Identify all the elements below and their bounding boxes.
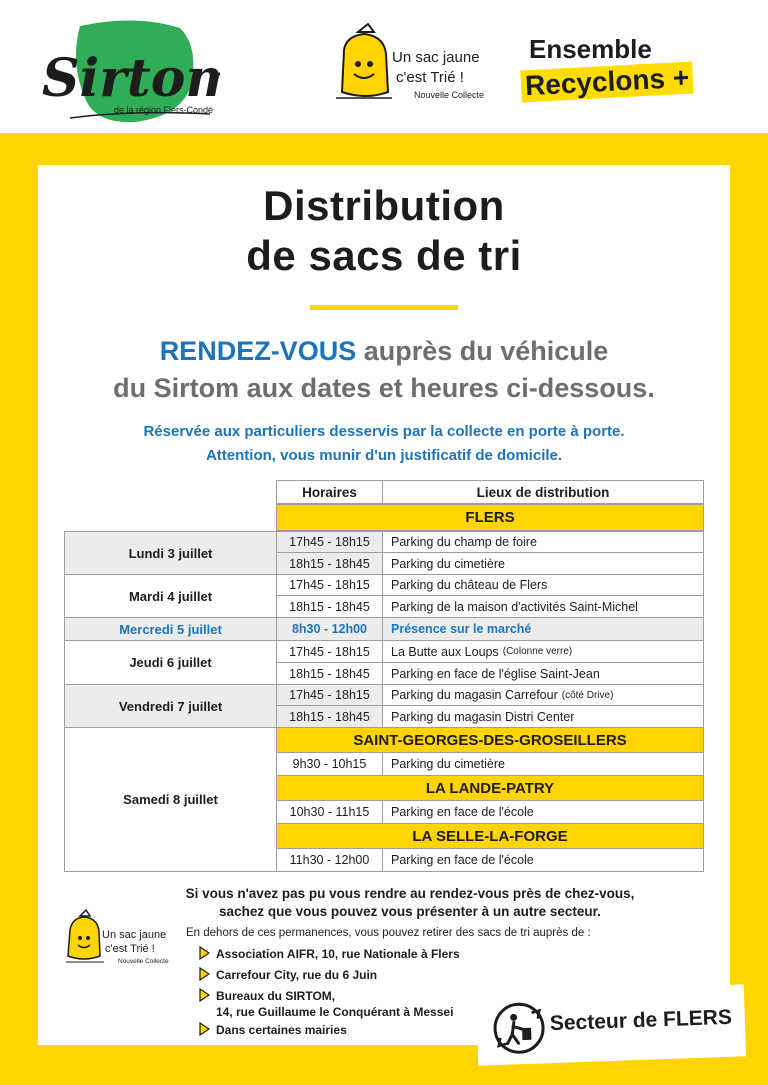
row-place: Parking de la maison d'activités Saint-Michel bbox=[382, 595, 704, 618]
row-place: Parking en face de l'école bbox=[382, 800, 704, 824]
sirtom-name: Sirto bbox=[42, 48, 186, 109]
sirtom-logo bbox=[40, 18, 220, 130]
row-time: 10h30 - 11h15 bbox=[276, 800, 383, 824]
address-item: Bureaux du SIRTOM, 14, rue Guillaume le Conquérant à Messei bbox=[198, 988, 453, 1020]
row-time: 17h45 - 18h15 bbox=[276, 531, 383, 553]
sac-line2: c'est Trié ! bbox=[396, 69, 464, 86]
arrow-icon bbox=[198, 1022, 210, 1036]
rdv-highlight: RENDEZ-VOUS bbox=[159, 336, 357, 366]
yellow-bag-icon bbox=[336, 24, 392, 98]
sac-small-line1: Un sac jaune bbox=[102, 929, 167, 941]
row-time: 18h15 - 18h45 bbox=[276, 705, 383, 728]
sector-saint-georges: SAINT-GEORGES-DES-GROSEILLERS bbox=[276, 727, 704, 753]
row-place: Parking en face de l'école bbox=[382, 848, 704, 872]
rdv-line1 bbox=[0, 336, 768, 367]
secteur-label: Secteur de FLERS bbox=[549, 1005, 733, 1036]
row-time: 17h45 - 18h15 bbox=[276, 574, 383, 596]
day-mercredi: Mercredi 5 juillet bbox=[64, 617, 277, 641]
day-jeudi: Jeudi 6 juillet bbox=[64, 640, 277, 685]
row-place: Parking du cimetière bbox=[382, 552, 704, 575]
sector-la-lande-patry: LA LANDE-PATRY bbox=[276, 775, 704, 801]
sac-jaune-logo-small bbox=[62, 908, 182, 968]
bottom-message-line2: sachez que vous pouvez vous présenter à un autre secteur. bbox=[219, 904, 601, 919]
row-place: Parking en face de l'église Saint-Jean bbox=[382, 662, 704, 685]
recycle-person-icon bbox=[491, 1000, 547, 1056]
day-lundi: Lundi 3 juillet bbox=[64, 531, 277, 575]
rdv-line1-rest: auprès du véhicule bbox=[356, 336, 609, 366]
arrow-icon bbox=[198, 946, 210, 960]
sac-line1: Un sac jaune bbox=[392, 49, 480, 66]
row-place: Parking du champ de foire bbox=[382, 531, 704, 553]
title-line1: Distribution bbox=[263, 182, 505, 229]
sac-small-line2: c'est Trié ! bbox=[105, 943, 155, 955]
row-time: 17h45 - 18h15 bbox=[276, 684, 383, 706]
row-time: 8h30 - 12h00 bbox=[276, 617, 383, 641]
row-time: 17h45 - 18h15 bbox=[276, 640, 383, 663]
header-horaires: Horaires bbox=[276, 480, 383, 504]
sector-flers: FLERS bbox=[276, 504, 704, 531]
title-line2: de sacs de tri bbox=[246, 232, 522, 279]
row-note: (Colonne verre) bbox=[502, 646, 573, 657]
outside-permanences: En dehors de ces permanences, vous pouvez retirer des sacs de tri auprès de : bbox=[186, 927, 591, 939]
secteur-badge bbox=[477, 985, 745, 1064]
row-time: 18h15 - 18h45 bbox=[276, 662, 383, 685]
row-note: (côté Drive) bbox=[561, 689, 614, 701]
rdv-line2: du Sirtom aux dates et heures ci-dessous. bbox=[113, 373, 655, 403]
bottom-message-line1: Si vous n'avez pas pu vous rendre au rendez-vous près de chez-vous, bbox=[185, 886, 635, 901]
ensemble-line2: Recyclons + bbox=[520, 62, 694, 103]
ensemble-recyclons bbox=[515, 34, 735, 114]
row-time: 11h30 - 12h00 bbox=[276, 848, 383, 872]
sac-line3: Nouvelle Collecte bbox=[414, 90, 485, 100]
notice-line1: Réservée aux particuliers desservis par la collecte en porte à porte. bbox=[143, 423, 625, 440]
arrow-icon bbox=[198, 988, 210, 1002]
day-vendredi: Vendredi 7 juillet bbox=[64, 684, 277, 728]
day-samedi: Samedi 8 juillet bbox=[64, 727, 277, 872]
sector-la-selle-la-forge: LA SELLE-LA-FORGE bbox=[276, 823, 704, 849]
row-place: Parking du magasin Distri Center bbox=[382, 705, 704, 728]
arrow-icon bbox=[198, 967, 210, 981]
notice-line2: Attention, vous munir d'un justificatif de domicile. bbox=[205, 447, 563, 464]
row-place: Parking du magasin Carrefour (côté Drive) bbox=[382, 684, 704, 706]
row-place: Parking du cimetière bbox=[382, 752, 704, 776]
ensemble-line1: Ensemble bbox=[529, 34, 652, 64]
yellow-bag-icon bbox=[66, 910, 104, 962]
sac-small-line3: Nouvelle Collecte bbox=[118, 958, 169, 965]
sirtom-subtitle: de la région Flers-Condé bbox=[114, 105, 214, 115]
row-place: Présence sur le marché bbox=[382, 617, 704, 641]
row-time: 18h15 - 18h45 bbox=[276, 552, 383, 575]
row-place: Parking du château de Flers bbox=[382, 574, 704, 596]
distribution-table bbox=[64, 480, 704, 872]
row-place: La Butte aux Loups (Colonne verre) bbox=[382, 640, 704, 663]
sac-jaune-logo bbox=[330, 20, 500, 110]
row-time: 9h30 - 10h15 bbox=[276, 752, 383, 776]
row-time: 18h15 - 18h45 bbox=[276, 595, 383, 618]
day-mardi: Mardi 4 juillet bbox=[64, 574, 277, 618]
title-divider bbox=[310, 305, 458, 310]
address-item: Dans certaines mairies bbox=[198, 1022, 347, 1038]
header-lieux: Lieux de distribution bbox=[382, 480, 704, 504]
address-item: Association AIFR, 10, rue Nationale à Flers bbox=[198, 946, 460, 962]
address-item: Carrefour City, rue du 6 Juin bbox=[198, 967, 377, 983]
header bbox=[0, 0, 768, 133]
